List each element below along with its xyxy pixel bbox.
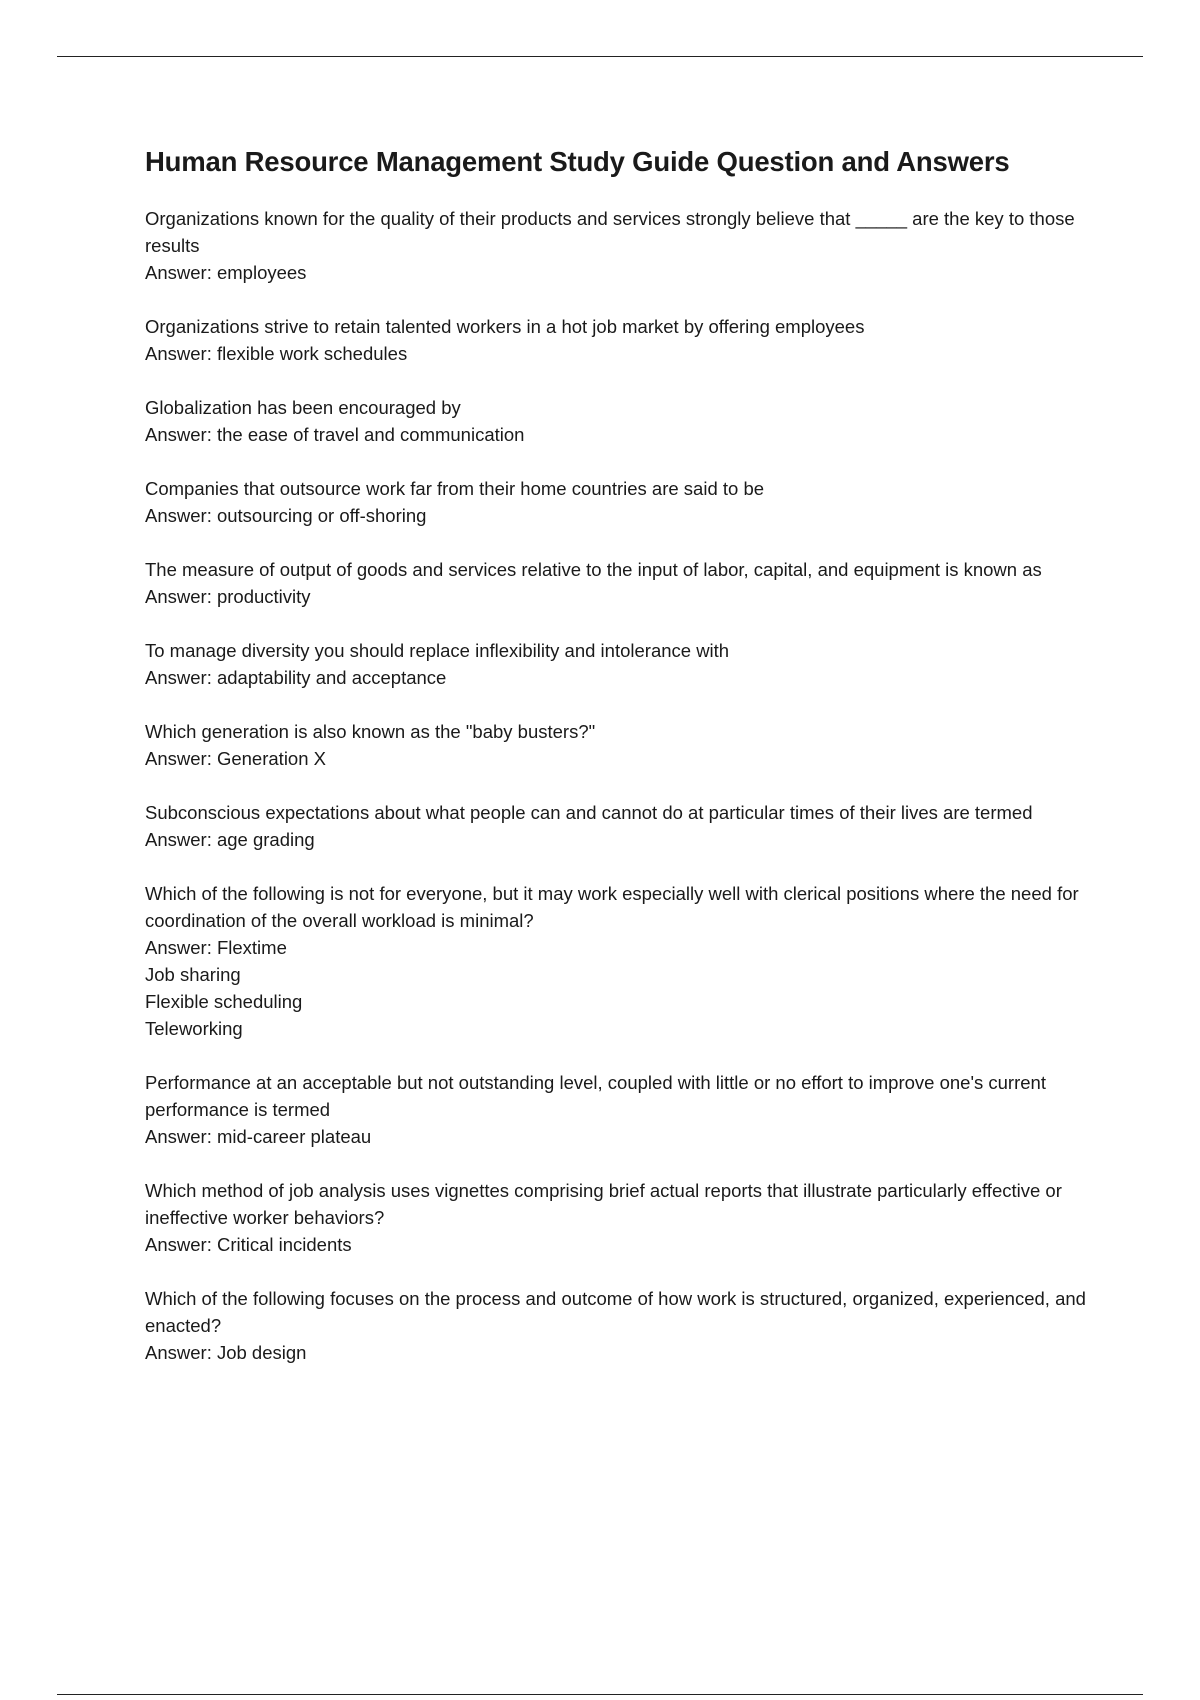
qa-item bbox=[145, 718, 1095, 772]
question-text: Companies that outsource work far from their home countries are said to be bbox=[145, 478, 765, 499]
answer-option: Teleworking bbox=[145, 1018, 243, 1039]
qa-item bbox=[145, 1069, 1095, 1150]
answer-option: Flexible scheduling bbox=[145, 991, 303, 1012]
qa-item bbox=[145, 394, 1095, 448]
question-text: Globalization has been encouraged by bbox=[145, 397, 461, 418]
answer-text: Answer: age grading bbox=[145, 829, 315, 850]
qa-item bbox=[145, 556, 1095, 610]
qa-item bbox=[145, 205, 1095, 286]
answer-text: Answer: Job design bbox=[145, 1342, 307, 1363]
answer-option: Job sharing bbox=[145, 964, 241, 985]
qa-item bbox=[145, 1177, 1095, 1258]
footer-rule bbox=[57, 1694, 1143, 1695]
answer-text: Answer: employees bbox=[145, 262, 307, 283]
qa-item bbox=[145, 313, 1095, 367]
question-text: Which method of job analysis uses vignettes comprising brief actual reports that illustrate particularly effective or ineffective worker behaviors? bbox=[145, 1180, 1062, 1228]
answer-text: Answer: Flextime bbox=[145, 937, 287, 958]
question-text: To manage diversity you should replace inflexibility and intolerance with bbox=[145, 640, 730, 661]
question-text: Organizations strive to retain talented workers in a hot job market by offering employees bbox=[145, 316, 865, 337]
answer-text: Answer: adaptability and acceptance bbox=[145, 667, 447, 688]
answer-text: Answer: the ease of travel and communication bbox=[145, 424, 525, 445]
answer-text: Answer: outsourcing or off-shoring bbox=[145, 505, 427, 526]
qa-item bbox=[145, 799, 1095, 853]
qa-item bbox=[145, 880, 1095, 1042]
answer-text: Answer: flexible work schedules bbox=[145, 343, 408, 364]
qa-item bbox=[145, 1285, 1095, 1366]
qa-item bbox=[145, 637, 1095, 691]
document-body bbox=[145, 146, 1095, 1393]
qa-item bbox=[145, 475, 1095, 529]
question-text: Organizations known for the quality of their products and services strongly believe that _____ are the key to those results bbox=[145, 208, 1075, 256]
question-text: Which generation is also known as the "baby busters?" bbox=[145, 721, 596, 742]
question-text: Subconscious expectations about what people can and cannot do at particular times of their lives are termed bbox=[145, 802, 1033, 823]
answer-text: Answer: Generation X bbox=[145, 748, 326, 769]
question-text: The measure of output of goods and services relative to the input of labor, capital, and equipment is known as bbox=[145, 559, 1042, 580]
answer-text: Answer: Critical incidents bbox=[145, 1234, 352, 1255]
header-rule bbox=[57, 56, 1143, 57]
document-title: Human Resource Management Study Guide Question and Answers bbox=[145, 146, 1010, 177]
question-text: Which of the following focuses on the process and outcome of how work is structured, organized, experienced, and enacted? bbox=[145, 1288, 1086, 1336]
question-text: Performance at an acceptable but not outstanding level, coupled with little or no effort to improve one's current performance is termed bbox=[145, 1072, 1046, 1120]
answer-text: Answer: mid-career plateau bbox=[145, 1126, 372, 1147]
answer-text: Answer: productivity bbox=[145, 586, 311, 607]
question-text: Which of the following is not for everyone, but it may work especially well with clerical positions where the need for coordination of the overall workload is minimal? bbox=[145, 883, 1079, 931]
